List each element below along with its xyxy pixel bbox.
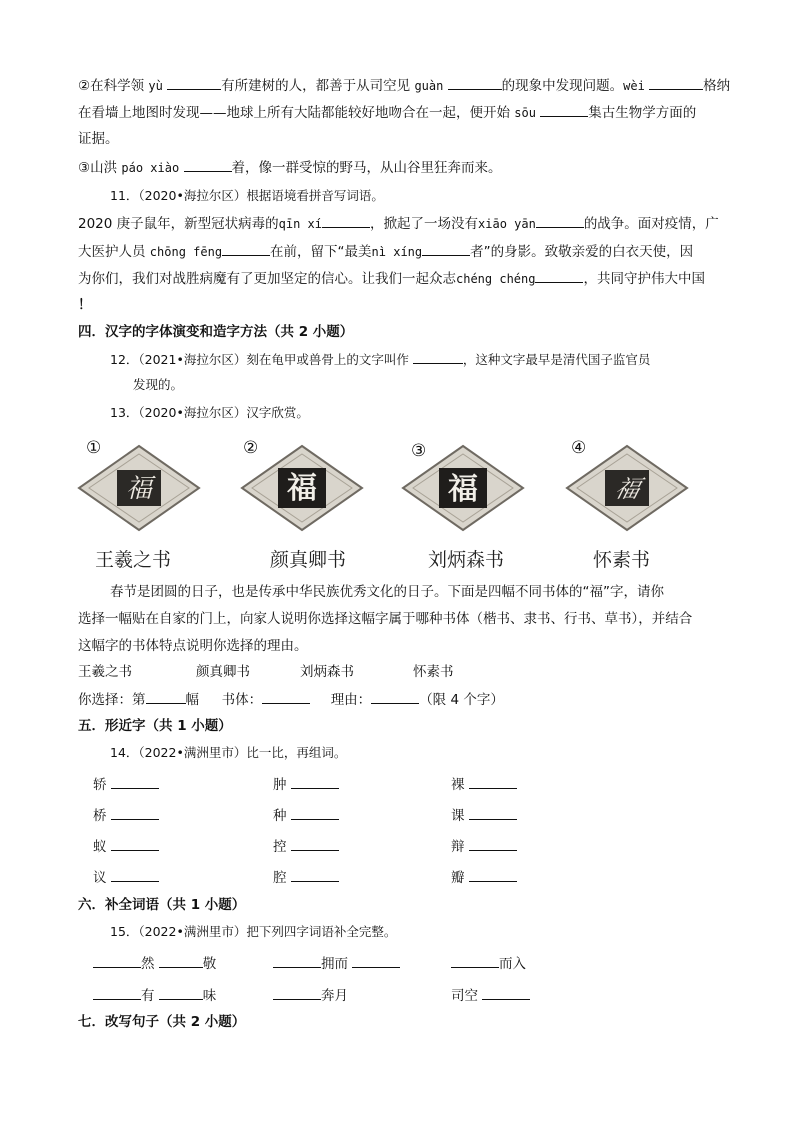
- q13-choice-line: [78, 689, 504, 710]
- text: 的战争。面对疫情，广: [583, 216, 719, 232]
- caption-huai-su: 怀素书: [593, 549, 651, 571]
- option-label: 王羲之书: [78, 664, 132, 680]
- fu-character: 福: [612, 474, 644, 503]
- answer-blank[interactable]: [93, 953, 141, 968]
- text: 你选择：第: [78, 692, 146, 708]
- answer-blank[interactable]: [184, 157, 232, 172]
- answer-blank[interactable]: [273, 985, 321, 1000]
- char: 而入: [499, 956, 526, 972]
- answer-blank[interactable]: [262, 689, 310, 704]
- text: 者”的身影。致敬亲爱的白衣天使，因: [470, 244, 694, 260]
- idiom-cell: [93, 952, 216, 972]
- q11-line2: [78, 241, 693, 262]
- word-pair-cell: [451, 804, 517, 824]
- text: ，掀起了一场没有: [370, 216, 479, 232]
- answer-blank[interactable]: [111, 805, 159, 820]
- idiom-cell: [273, 984, 348, 1004]
- word-pair-cell: [93, 866, 159, 886]
- answer-blank[interactable]: [111, 836, 159, 851]
- calligraphy-huai-su: [565, 444, 689, 532]
- word-pair-cell: [273, 866, 339, 886]
- section5-title: 五．形近字（共 1 小题）: [78, 718, 232, 734]
- answer-blank[interactable]: [291, 867, 339, 882]
- answer-blank[interactable]: [469, 836, 517, 851]
- text: 2020 庚子鼠年，新型冠状病毒的: [78, 216, 279, 232]
- text: ③山洪: [78, 160, 118, 176]
- q12-line1: [110, 349, 650, 370]
- text: ，共同守护伟大中国: [583, 271, 705, 287]
- text: 在看墙上地图时发现——地球上所有大陆都能较好地吻合在一起，便开始: [78, 105, 510, 121]
- char: 轿: [93, 777, 107, 793]
- text: ②在科学领: [78, 78, 149, 94]
- fu-character: 福: [287, 471, 317, 506]
- answer-blank[interactable]: [469, 805, 517, 820]
- answer-blank[interactable]: [469, 867, 517, 882]
- pinyin: wèi: [623, 79, 645, 93]
- q15-header: 15．（2022•满洲里市）把下列四字词语补全完整。: [110, 924, 397, 939]
- q13-header: 13．（2020•海拉尔区）汉字欣赏。: [110, 405, 309, 420]
- q13-paragraph-line2: 选择一幅贴在自家的门上，向家人说明你选择这幅字属于哪种书体（楷书、隶书、行书、草书），并结合: [78, 611, 693, 627]
- pinyin: nì xíng: [371, 245, 423, 259]
- fu-character: 福: [125, 474, 153, 504]
- text: 着，像一群受惊的野马，从山谷里狂奔而来。: [231, 160, 502, 176]
- pinyin: xiāo yān: [478, 217, 536, 231]
- q13-paragraph-line1: 春节是团圆的日子，也是传承中华民族优秀文化的日子。下面是四幅不同书体的“福”字，请你: [110, 584, 664, 600]
- q11-line1: [78, 213, 719, 234]
- char: 然: [141, 956, 155, 972]
- text: 书体：: [221, 692, 263, 708]
- char: 课: [451, 808, 465, 824]
- answer-blank[interactable]: [482, 985, 530, 1000]
- pinyin: yù: [148, 79, 163, 93]
- text: 12．（2021•海拉尔区）刻在龟甲或兽骨上的文字叫作: [110, 352, 409, 367]
- answer-blank[interactable]: [291, 805, 339, 820]
- word-pair-cell: [273, 773, 339, 793]
- pinyin: chōng fēng: [149, 245, 223, 259]
- char: 奔月: [321, 988, 348, 1004]
- word-pair-cell: [93, 804, 159, 824]
- calligraphy-liu-bingsen: [401, 444, 525, 532]
- q12-line2: 发现的。: [133, 377, 184, 392]
- caption-wang-xizhi: 王羲之书: [95, 549, 172, 571]
- caption-yan-zhenqing: 颜真卿书: [270, 549, 347, 571]
- q11-line4: ！: [78, 297, 92, 313]
- answer-blank[interactable]: [322, 213, 370, 228]
- option-label: 刘炳森书: [300, 664, 354, 680]
- image-number: ①: [86, 438, 102, 458]
- pinyin: chéng chéng: [456, 272, 536, 286]
- answer-blank[interactable]: [273, 953, 321, 968]
- fu-character: 福: [448, 472, 478, 507]
- text: 为你们，我们对战胜病魔有了更加坚定的信心。让我们一起众志: [78, 271, 456, 287]
- q10-item2-line3: 证据。: [78, 131, 119, 147]
- word-pair-cell: [451, 835, 517, 855]
- idiom-cell: [273, 952, 400, 972]
- char: 桥: [93, 808, 107, 824]
- q13-paragraph-line3: 这幅字的书体特点说明你选择的理由。: [78, 638, 308, 654]
- word-pair-cell: [273, 835, 339, 855]
- idiom-cell: [451, 984, 530, 1004]
- q10-item2-line2: [78, 102, 696, 123]
- char: 控: [273, 839, 287, 855]
- pinyin: sōu: [514, 106, 536, 120]
- answer-blank[interactable]: [448, 75, 502, 90]
- char: 味: [202, 988, 217, 1004]
- section6-title: 六．补全词语（共 1 小题）: [78, 897, 246, 913]
- answer-blank[interactable]: [352, 953, 400, 968]
- calligraphy-wang-xizhi: [77, 444, 201, 532]
- q11-header: 11．（2020•海拉尔区）根据语境看拼音写词语。: [110, 188, 384, 203]
- text: （限 4 个字）: [419, 692, 504, 708]
- option-label: 颜真卿书: [196, 664, 250, 680]
- answer-blank[interactable]: [167, 75, 221, 90]
- answer-blank[interactable]: [291, 836, 339, 851]
- word-pair-cell: [451, 773, 517, 793]
- char: 辩: [451, 839, 465, 855]
- answer-blank[interactable]: [111, 774, 159, 789]
- word-pair-cell: [93, 835, 159, 855]
- word-pair-cell: [451, 866, 517, 886]
- answer-blank[interactable]: [451, 953, 499, 968]
- answer-blank[interactable]: [536, 213, 584, 228]
- answer-blank[interactable]: [146, 689, 186, 704]
- answer-blank[interactable]: [540, 102, 588, 117]
- char: 肿: [273, 777, 287, 793]
- answer-blank[interactable]: [159, 953, 203, 968]
- answer-blank[interactable]: [469, 774, 517, 789]
- calligraphy-yan-zhenqing: [240, 444, 364, 532]
- word-pair-cell: [273, 804, 339, 824]
- answer-blank[interactable]: [93, 985, 141, 1000]
- text: 有所建树的人，都善于从司空见: [221, 78, 415, 94]
- word-pair-cell: [93, 773, 159, 793]
- q10-item2-line1: [78, 75, 730, 96]
- caption-liu-bingsen: 刘炳森书: [428, 549, 505, 571]
- pinyin: páo xiào: [121, 161, 180, 175]
- answer-blank[interactable]: [413, 349, 463, 364]
- char: 敬: [202, 956, 217, 972]
- char: 蚁: [93, 839, 107, 855]
- image-number: ④: [571, 438, 587, 458]
- q11-line3: [78, 268, 705, 289]
- text: 的现象中发现问题。: [501, 78, 624, 94]
- text: 幅: [185, 692, 199, 708]
- text: 在前，留下“最美: [270, 244, 372, 260]
- text: ，这种文字最早是清代国子监官员: [462, 352, 651, 367]
- answer-blank[interactable]: [422, 241, 470, 256]
- option-label: 怀素书: [413, 664, 454, 680]
- pinyin: qīn xí: [278, 217, 323, 231]
- char: 议: [93, 870, 107, 886]
- text: 大医护人员: [78, 244, 146, 260]
- answer-blank[interactable]: [535, 268, 583, 283]
- text: 集古生物学方面的: [588, 105, 697, 121]
- char: 瓣: [451, 870, 465, 886]
- image-number: ③: [411, 441, 427, 461]
- section7-title: 七．改写句子（共 2 小题）: [78, 1014, 246, 1030]
- answer-blank[interactable]: [222, 241, 270, 256]
- answer-blank[interactable]: [649, 75, 703, 90]
- text: 格纳: [703, 78, 731, 94]
- answer-blank[interactable]: [159, 985, 203, 1000]
- idiom-cell: [93, 984, 216, 1004]
- char: 腔: [273, 870, 287, 886]
- section4-title: 四．汉字的字体演变和造字方法（共 2 小题）: [78, 324, 354, 340]
- text: 理由：: [330, 692, 372, 708]
- answer-blank[interactable]: [291, 774, 339, 789]
- answer-blank[interactable]: [371, 689, 419, 704]
- answer-blank[interactable]: [111, 867, 159, 882]
- char: 有: [141, 988, 155, 1004]
- char: 拥而: [321, 956, 348, 972]
- char: 裸: [451, 777, 465, 793]
- pinyin: guàn: [414, 79, 444, 93]
- image-number: ②: [243, 438, 259, 458]
- char: 司空: [451, 988, 478, 1004]
- q14-header: 14．（2022•满洲里市）比一比，再组词。: [110, 745, 347, 760]
- q10-item3: [78, 157, 502, 178]
- char: 种: [273, 808, 287, 824]
- idiom-cell: [451, 952, 526, 972]
